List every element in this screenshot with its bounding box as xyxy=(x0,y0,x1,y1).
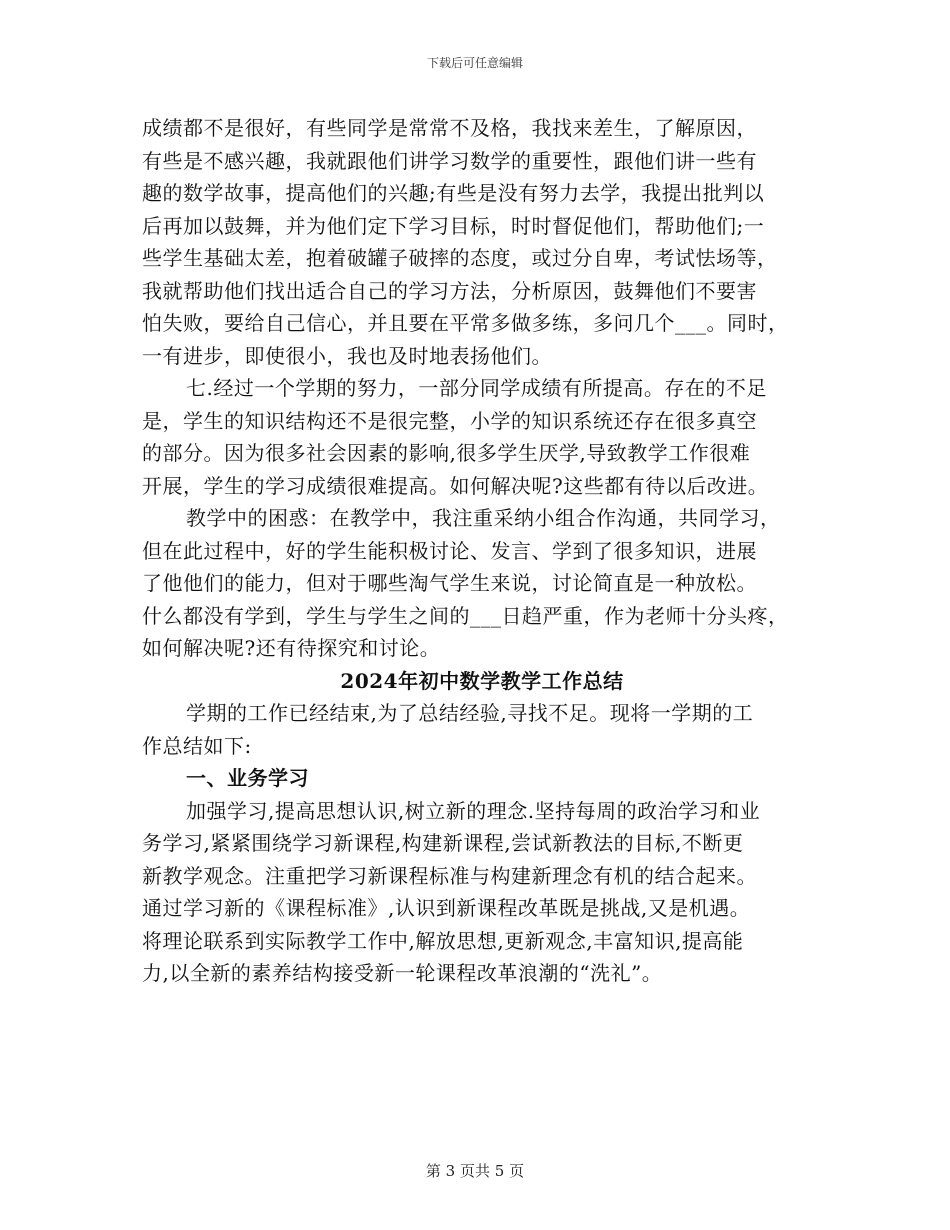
text-line: 但在此过程中，好的学生能积极讨论、发言、学到了很多知识，进展 xyxy=(142,538,757,563)
page-footer: 第 3 页共 5 页 xyxy=(425,1162,525,1180)
section-title: 2024年初中数学教学工作总结 xyxy=(340,668,624,693)
text-line: 如何解决呢?还有待探究和讨论。 xyxy=(142,636,441,660)
text-line: 通过学习新的《课程标准》,认识到新课程改革既是挑战,又是机遇。 xyxy=(142,896,751,920)
subsection-heading: 一、业务学习 xyxy=(186,766,309,790)
paragraph-start-line: 学期的工作已经结束,为了总结经验,寻找不足。现将一学期的工 xyxy=(186,701,754,725)
text-line: 的部分。因为很多社会因素的影响,很多学生厌学,导致教学工作很难 xyxy=(142,441,751,465)
page-header: 下载后可任意编辑 xyxy=(426,56,523,70)
text-line: 一有进步，即使很小，我也及时地表扬他们。 xyxy=(142,343,552,368)
text-line: 我就帮助他们找出适合自己的学习方法，分析原因，鼓舞他们不要害 xyxy=(142,278,757,303)
text-line: 怕失败，要给自己信心，并且要在平常多做多练，多问几个___。同时， xyxy=(142,311,789,335)
text-line: 了他他们的能力，但对于哪些淘气学生来说，讨论简直是一种放松。 xyxy=(142,571,757,595)
text-line: 作总结如下: xyxy=(142,733,252,758)
text-line: 有些是不感兴趣，我就跟他们讲学习数学的重要性，跟他们讲一些有 xyxy=(142,148,757,173)
text-line: 后再加以鼓舞，并为他们定下学习目标，时时督促他们，帮助他们;一 xyxy=(142,213,765,238)
text-line: 务学习,紧紧围绕学习新课程,构建新课程,尝试新教法的目标,不断更 xyxy=(142,831,744,855)
text-line: 是，学生的知识结构还不是很完整，小学的知识系统还存在很多真空 xyxy=(142,408,757,433)
text-line: 成绩都不是很好，有些同学是常常不及格，我找来差生，了解原因， xyxy=(142,116,757,140)
text-line: 些学生基础太差，抱着破罐子破摔的态度，或过分自卑，考试怯场等， xyxy=(142,246,778,270)
text-line: 什么都没有学到，学生与学生之间的___日趋严重，作为老师十分头疼， xyxy=(142,603,789,628)
document-body xyxy=(142,112,822,990)
paragraph-start-line: 加强学习,提高思想认识,树立新的理念.坚持每周的政治学习和业 xyxy=(186,798,761,823)
text-line: 将理论联系到实际教学工作中,解放思想,更新观念,丰富知识,提高能 xyxy=(142,928,744,953)
paragraph-start-line: 七.经过一个学期的努力，一部分同学成绩有所提高。存在的不足 xyxy=(186,376,767,400)
text-line: 新教学观念。注重把学习新课程标准与构建新理念有机的结合起来。 xyxy=(142,863,757,888)
text-line: 开展，学生的学习成绩很难提高。如何解决呢?这些都有待以后改进。 xyxy=(142,473,769,498)
text-line: 力,以全新的素养结构接受新一轮课程改革浪潮的“洗礼”。 xyxy=(142,961,663,985)
text-line: 趣的数学故事，提高他们的兴趣;有些是没有努力去学，我提出批判以 xyxy=(142,181,765,205)
paragraph-start-line: 教学中的困惑：在教学中，我注重采纳小组合作沟通，共同学习， xyxy=(186,506,781,530)
